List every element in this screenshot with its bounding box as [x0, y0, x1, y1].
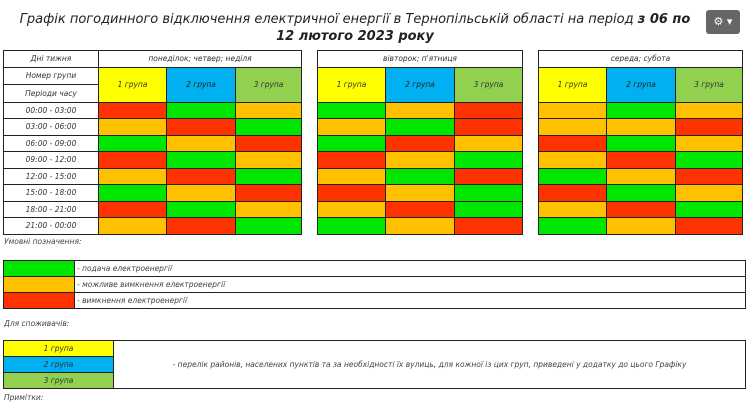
consumer-group-3: 3 група — [4, 373, 114, 389]
status-cell-off — [318, 185, 386, 202]
status-cell-on — [455, 201, 523, 218]
status-cell-on — [386, 168, 455, 185]
period-label: 12:00 - 15:00 — [4, 168, 99, 185]
status-cell-maybe — [539, 102, 607, 119]
status-cell-off — [676, 168, 743, 185]
status-cell-maybe — [386, 152, 455, 169]
status-cell-on — [455, 185, 523, 202]
status-cell-maybe — [539, 152, 607, 169]
status-cell-maybe — [167, 135, 236, 152]
column-spacer — [523, 51, 539, 235]
row-label-periods: Періоди часу — [25, 88, 77, 98]
status-cell-on — [167, 102, 236, 119]
status-cell-off — [539, 185, 607, 202]
status-cell-off — [455, 168, 523, 185]
period-label: 18:00 - 21:00 — [4, 201, 99, 218]
period-label: 09:00 - 12:00 — [4, 152, 99, 169]
status-cell-off — [386, 135, 455, 152]
row-label-group: Номер групи — [4, 68, 98, 85]
status-cell-on — [99, 185, 167, 202]
status-cell-maybe — [99, 168, 167, 185]
group-3-header: 3 група — [236, 67, 302, 102]
legend-heading: Умовні позначення: — [4, 237, 82, 246]
status-cell-maybe — [676, 135, 743, 152]
consumer-group-1: 1 група — [4, 341, 114, 357]
legend-row-on — [4, 261, 746, 277]
consumers-table — [3, 340, 746, 389]
status-cell-maybe — [539, 119, 607, 136]
schedule-table — [3, 50, 743, 235]
schedule-row — [4, 119, 743, 136]
status-cell-off — [99, 152, 167, 169]
group-1-header: 1 група — [539, 67, 607, 102]
status-cell-off — [676, 218, 743, 235]
status-cell-maybe — [607, 168, 676, 185]
group-1-header: 1 група — [99, 67, 167, 102]
status-cell-off — [318, 152, 386, 169]
status-cell-on — [455, 152, 523, 169]
status-cell-maybe — [455, 135, 523, 152]
consumers-heading: Для споживачів: — [4, 319, 70, 328]
consumers-note: - перелік районів, населених пунктів та за необхідності їх вулиць, для кожної із цих груп, приведені у додатку до цього Графіку — [114, 341, 746, 389]
period-label: 06:00 - 09:00 — [4, 135, 99, 152]
schedule-row — [4, 185, 743, 202]
status-cell-maybe — [607, 218, 676, 235]
schedule-row — [4, 152, 743, 169]
status-cell-on — [318, 218, 386, 235]
schedule-row — [4, 135, 743, 152]
status-cell-off — [455, 218, 523, 235]
settings-button[interactable] — [706, 10, 740, 34]
day-block-2: вівторок; п'ятниця — [318, 51, 523, 68]
legend-table — [3, 260, 746, 309]
legend-text-off: - вимкнення електроенергії — [75, 293, 746, 309]
status-cell-off — [167, 168, 236, 185]
schedule-row — [4, 201, 743, 218]
status-cell-off — [455, 102, 523, 119]
schedule-row — [4, 218, 743, 235]
status-cell-maybe — [386, 102, 455, 119]
group-2-header: 2 група — [607, 67, 676, 102]
status-cell-on — [676, 201, 743, 218]
chevron-down-icon: ▾ — [726, 15, 733, 28]
legend-text-on: - подача електроенергії — [75, 261, 746, 277]
status-cell-maybe — [99, 119, 167, 136]
status-cell-on — [607, 185, 676, 202]
status-cell-on — [386, 119, 455, 136]
status-cell-on — [607, 102, 676, 119]
page-title — [10, 11, 700, 45]
status-cell-maybe — [236, 102, 302, 119]
day-block-3: середа; субота — [539, 51, 743, 68]
legend-swatch-on — [4, 261, 75, 277]
status-cell-on — [99, 135, 167, 152]
status-cell-on — [318, 135, 386, 152]
status-cell-off — [99, 201, 167, 218]
group-2-header: 2 група — [386, 67, 455, 102]
status-cell-off — [676, 119, 743, 136]
legend-text-maybe: - можливе вимкнення електроенергії — [75, 277, 746, 293]
gear-icon: ⚙ — [713, 15, 724, 28]
page-title-text: Графік погодинного відключення електричної енергії в Тернопільській області на період — [19, 12, 638, 27]
status-cell-on — [167, 201, 236, 218]
group-1-header: 1 група — [318, 67, 386, 102]
status-cell-off — [236, 185, 302, 202]
legend-row-maybe — [4, 277, 746, 293]
legend-row-off — [4, 293, 746, 309]
status-cell-on — [318, 102, 386, 119]
status-cell-maybe — [676, 102, 743, 119]
day-block-1: понеділок; четвер; неділя — [99, 51, 302, 68]
footer-label: Примітки: — [4, 393, 44, 402]
status-cell-maybe — [236, 152, 302, 169]
status-cell-on — [236, 168, 302, 185]
period-label: 03:00 - 06:00 — [4, 119, 99, 136]
legend-swatch-maybe — [4, 277, 75, 293]
status-cell-on — [236, 218, 302, 235]
row-label-days: Дні тижня — [4, 51, 99, 68]
status-cell-on — [539, 218, 607, 235]
status-cell-on — [676, 152, 743, 169]
status-cell-off — [167, 119, 236, 136]
period-label: 00:00 - 03:00 — [4, 102, 99, 119]
status-cell-off — [455, 119, 523, 136]
status-cell-off — [236, 135, 302, 152]
status-cell-maybe — [676, 185, 743, 202]
status-cell-maybe — [386, 218, 455, 235]
status-cell-off — [539, 135, 607, 152]
status-cell-off — [607, 152, 676, 169]
group-2-header: 2 група — [167, 67, 236, 102]
status-cell-maybe — [318, 119, 386, 136]
column-spacer — [302, 51, 318, 235]
status-cell-off — [607, 201, 676, 218]
status-cell-maybe — [318, 168, 386, 185]
status-cell-maybe — [99, 218, 167, 235]
schedule-row — [4, 168, 743, 185]
group-3-header: 3 група — [676, 67, 743, 102]
status-cell-off — [386, 201, 455, 218]
status-cell-off — [99, 102, 167, 119]
status-cell-maybe — [236, 201, 302, 218]
status-cell-on — [539, 168, 607, 185]
status-cell-maybe — [167, 185, 236, 202]
period-label: 21:00 - 00:00 — [4, 218, 99, 235]
consumer-group-2: 2 група — [4, 357, 114, 373]
status-cell-maybe — [318, 201, 386, 218]
status-cell-maybe — [539, 201, 607, 218]
status-cell-maybe — [386, 185, 455, 202]
page-title-period: з 06 по 12 лютого 2023 року — [276, 12, 691, 44]
legend-swatch-off — [4, 293, 75, 309]
status-cell-maybe — [607, 119, 676, 136]
group-3-header: 3 група — [455, 67, 523, 102]
status-cell-on — [607, 135, 676, 152]
schedule-row — [4, 102, 743, 119]
period-label: 15:00 - 18:00 — [4, 185, 99, 202]
status-cell-on — [236, 119, 302, 136]
row-label-group-cell — [4, 67, 99, 102]
status-cell-on — [167, 152, 236, 169]
status-cell-off — [167, 218, 236, 235]
